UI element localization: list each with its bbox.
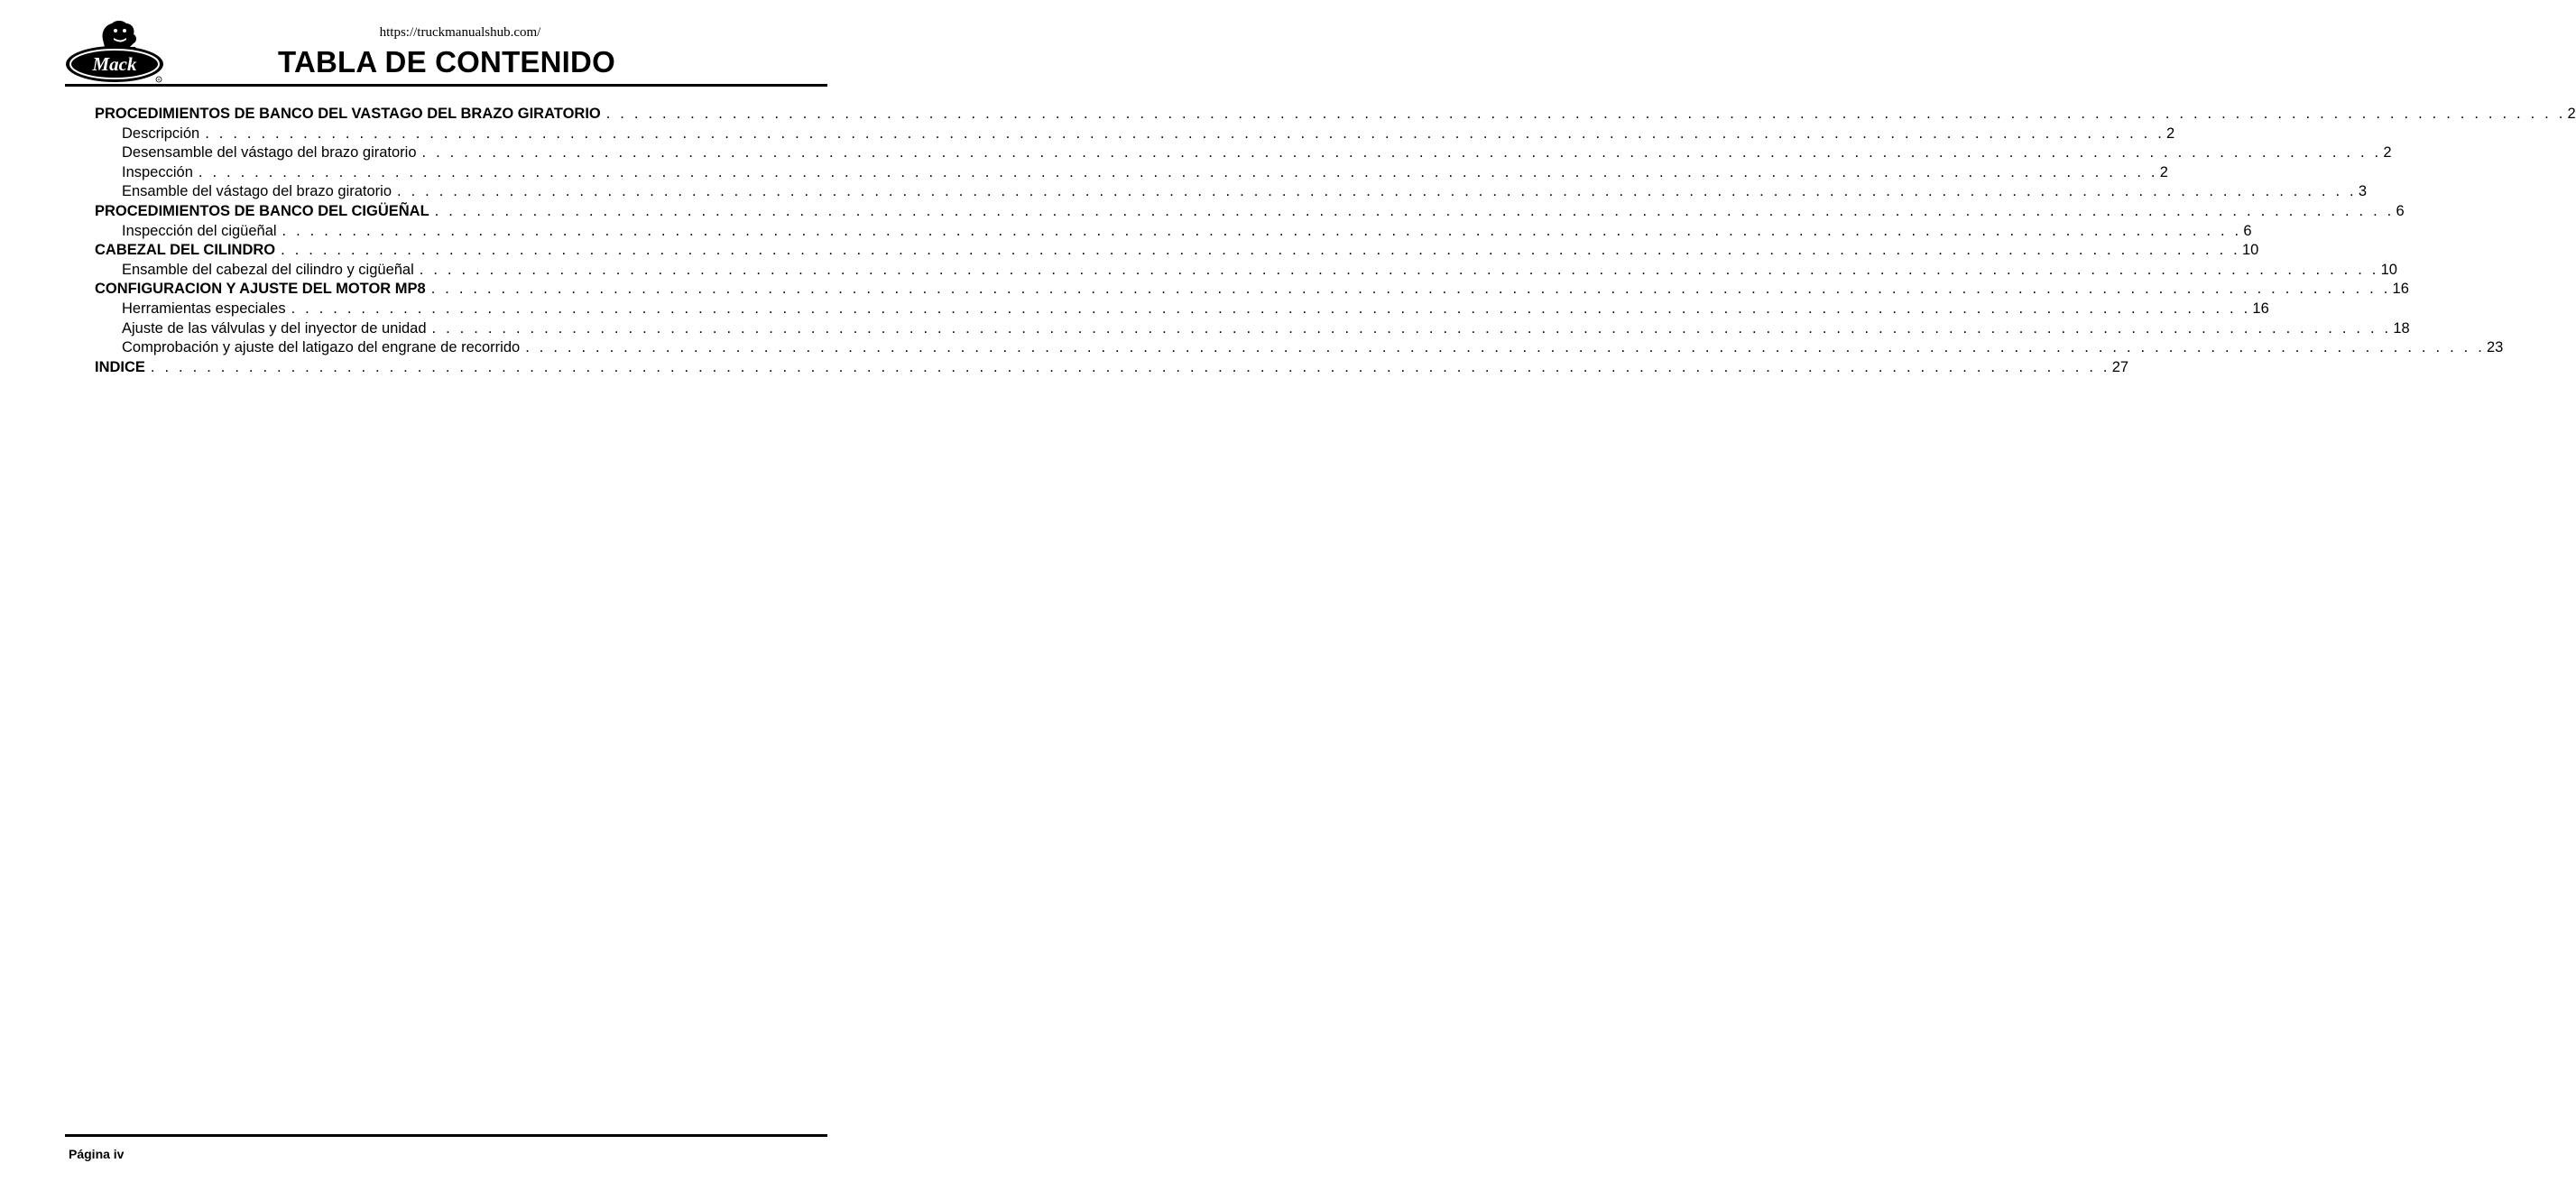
toc-entry[interactable] [95, 358, 2129, 378]
toc-dot-leader: . . . . . . . . . . . . . . . . . . . . . . . . . . . . . . . . . . . . . . . . . . . . . . . . . . . . . . . . . . . . . . . . . . . . . . . . . . . . . . . . . . . . . . . . . . . . . . . . . . . . . . . . . . . . . . . . . . . . . . . . . . . . . . . . . . . . . . . . . . . . [605, 106, 2566, 122]
toc-dot-leader: . . . . . . . . . . . . . . . . . . . . . . . . . . . . . . . . . . . . . . . . . . . . . . . . . . . . . . . . . . . . . . . . . . . . . . . . . . . . . . . . . . . . . . . . . . . . . . . . . . . . . . . . . . . . . . . . . . . . . . . . . . . . . . . . . . . . . . . . . . . . [431, 319, 2392, 337]
footer-divider [65, 1134, 827, 1137]
toc-entry-label: Comprobación y ajuste del latigazo del engrane de recorrido [122, 339, 521, 356]
toc-entry[interactable] [95, 280, 2409, 300]
toc-entry[interactable] [95, 261, 2397, 281]
page-title: TABLA DE CONTENIDO [278, 45, 615, 78]
toc-dot-leader: . . . . . . . . . . . . . . . . . . . . . . . . . . . . . . . . . . . . . . . . . . . . . . . . . . . . . . . . . . . . . . . . . . . . . . . . . . . . . . . . . . . . . . . . . . . . . . . . . . . . . . . . . . . . . . . . . . . . . . . . . . . . . . . . . . . . . . . . . . . . [291, 300, 2251, 317]
toc-dot-leader: . . . . . . . . . . . . . . . . . . . . . . . . . . . . . . . . . . . . . . . . . . . . . . . . . . . . . . . . . . . . . . . . . . . . . . . . . . . . . . . . . . . . . . . . . . . . . . . . . . . . . . . . . . . . . . . . . . . . . . . . . . . . . . . . . . . . . . . . . . . . [150, 358, 2110, 375]
toc-entry-page-number: 10 [2241, 242, 2259, 259]
toc-entry[interactable] [95, 143, 2392, 163]
toc-entry[interactable] [95, 319, 2410, 339]
toc-entry-page-number: 2 [2166, 125, 2175, 142]
table-of-contents [95, 105, 2576, 377]
toc-dot-leader: . . . . . . . . . . . . . . . . . . . . . . . . . . . . . . . . . . . . . . . . . . . . . . . . . . . . . . . . . . . . . . . . . . . . . . . . . . . . . . . . . . . . . . . . . . . . . . . . . . . . . . . . . . . . . . . . . . . . . . . . . . . . . . . . . . . . . . . . . . . . [419, 261, 2379, 278]
toc-entry-label: CABEZAL DEL CILINDRO [95, 242, 276, 259]
toc-entry-page-number: 2 [2159, 163, 2168, 180]
toc-dot-leader: . . . . . . . . . . . . . . . . . . . . . . . . . . . . . . . . . . . . . . . . . . . . . . . . . . . . . . . . . . . . . . . . . . . . . . . . . . . . . . . . . . . . . . . . . . . . . . . . . . . . . . . . . . . . . . . . . . . . . . . . . . . . . . . . . . . . . . . . . . . . [281, 242, 2240, 259]
toc-entry-label: Ensamble del cabezal del cilindro y cigüeñal [122, 261, 414, 278]
toc-entry-label: PROCEDIMIENTOS DE BANCO DEL CIGÜEÑAL [95, 202, 429, 219]
toc-entry-page-number: 6 [2396, 202, 2405, 219]
toc-entry[interactable] [95, 300, 2269, 319]
toc-dot-leader: . . . . . . . . . . . . . . . . . . . . . . . . . . . . . . . . . . . . . . . . . . . . . . . . . . . . . . . . . . . . . . . . . . . . . . . . . . . . . . . . . . . . . . . . . . . . . . . . . . . . . . . . . . . . . . . . . . . . . . . . . . . . . . . . . . . . . . . . . . . . [205, 125, 2165, 142]
toc-entry-page-number: 27 [2111, 358, 2129, 375]
toc-entry[interactable] [95, 202, 2405, 222]
svg-text:R: R [157, 77, 161, 82]
toc-entry-label: Ajuste de las válvulas y del inyector de unidad [122, 319, 427, 337]
toc-dot-leader: . . . . . . . . . . . . . . . . . . . . . . . . . . . . . . . . . . . . . . . . . . . . . . . . . . . . . . . . . . . . . . . . . . . . . . . . . . . . . . . . . . . . . . . . . . . . . . . . . . . . . . . . . . . . . . . . . . . . . . . . . . . . . . . . . . . . . . . . . . . . [198, 163, 2158, 180]
toc-entry-label: PROCEDIMIENTOS DE BANCO DEL VASTAGO DEL BRAZO GIRATORIO [95, 106, 601, 122]
toc-entry[interactable] [95, 241, 2259, 261]
toc-dot-leader: . . . . . . . . . . . . . . . . . . . . . . . . . . . . . . . . . . . . . . . . . . . . . . . . . . . . . . . . . . . . . . . . . . . . . . . . . . . . . . . . . . . . . . . . . . . . . . . . . . . . . . . . . . . . . . . . . . . . . . . . . . . . . . . . . . . . . . . . . . . . [397, 183, 2357, 200]
toc-entry-page-number: 16 [2252, 300, 2269, 317]
toc-dot-leader: . . . . . . . . . . . . . . . . . . . . . . . . . . . . . . . . . . . . . . . . . . . . . . . . . . . . . . . . . . . . . . . . . . . . . . . . . . . . . . . . . . . . . . . . . . . . . . . . . . . . . . . . . . . . . . . . . . . . . . . . . . . . . . . . . . . . . . . . . . . . [525, 339, 2485, 356]
toc-dot-leader: . . . . . . . . . . . . . . . . . . . . . . . . . . . . . . . . . . . . . . . . . . . . . . . . . . . . . . . . . . . . . . . . . . . . . . . . . . . . . . . . . . . . . . . . . . . . . . . . . . . . . . . . . . . . . . . . . . . . . . . . . . . . . . . . . . . . . . . . . . . . [421, 144, 2382, 162]
toc-entry-page-number: 23 [2487, 339, 2504, 356]
toc-entry-page-number: 18 [2393, 319, 2410, 337]
toc-entry-page-number: 6 [2243, 222, 2252, 239]
toc-entry-page-number: 2 [2383, 144, 2392, 162]
toc-entry-page-number: 16 [2392, 281, 2409, 298]
page-number: Página iv [69, 1147, 125, 1161]
toc-dot-leader: . . . . . . . . . . . . . . . . . . . . . . . . . . . . . . . . . . . . . . . . . . . . . . . . . . . . . . . . . . . . . . . . . . . . . . . . . . . . . . . . . . . . . . . . . . . . . . . . . . . . . . . . . . . . . . . . . . . . . . . . . . . . . . . . . . . . . . . . . . . . [282, 222, 2242, 239]
toc-entry-page-number: 10 [2380, 261, 2397, 278]
toc-entry-page-number: 3 [2358, 183, 2368, 200]
toc-entry-label: Descripción [122, 125, 200, 142]
toc-dot-leader: . . . . . . . . . . . . . . . . . . . . . . . . . . . . . . . . . . . . . . . . . . . . . . . . . . . . . . . . . . . . . . . . . . . . . . . . . . . . . . . . . . . . . . . . . . . . . . . . . . . . . . . . . . . . . . . . . . . . . . . . . . . . . . . . . . . . . . . . . . . . [434, 202, 2395, 219]
toc-entry-label: Herramientas especiales [122, 300, 286, 317]
toc-entry-label: Inspección [122, 163, 193, 180]
toc-entry-label: CONFIGURACION Y AJUSTE DEL MOTOR MP8 [95, 281, 426, 298]
source-url[interactable]: https://truckmanualshub.com/ [379, 25, 541, 40]
toc-entry[interactable] [95, 222, 2252, 242]
header-divider [65, 84, 827, 87]
toc-entry-label: Desensamble del vástago del brazo giratorio [122, 144, 417, 162]
toc-entry[interactable] [95, 182, 2368, 202]
toc-entry-label: Inspección del cigüeñal [122, 222, 277, 239]
logo-text: Mack [92, 53, 137, 75]
toc-entry-label: INDICE [95, 358, 145, 375]
toc-entry[interactable] [95, 125, 2175, 144]
toc-entry[interactable] [95, 338, 2504, 358]
toc-dot-leader: . . . . . . . . . . . . . . . . . . . . . . . . . . . . . . . . . . . . . . . . . . . . . . . . . . . . . . . . . . . . . . . . . . . . . . . . . . . . . . . . . . . . . . . . . . . . . . . . . . . . . . . . . . . . . . . . . . . . . . . . . . . . . . . . . . . . . . . . . . . . [430, 281, 2391, 298]
toc-entry-label: Ensamble del vástago del brazo giratorio [122, 183, 392, 200]
toc-entry[interactable] [95, 105, 2576, 125]
toc-entry[interactable] [95, 163, 2168, 183]
toc-entry-page-number: 2 [2567, 106, 2576, 122]
